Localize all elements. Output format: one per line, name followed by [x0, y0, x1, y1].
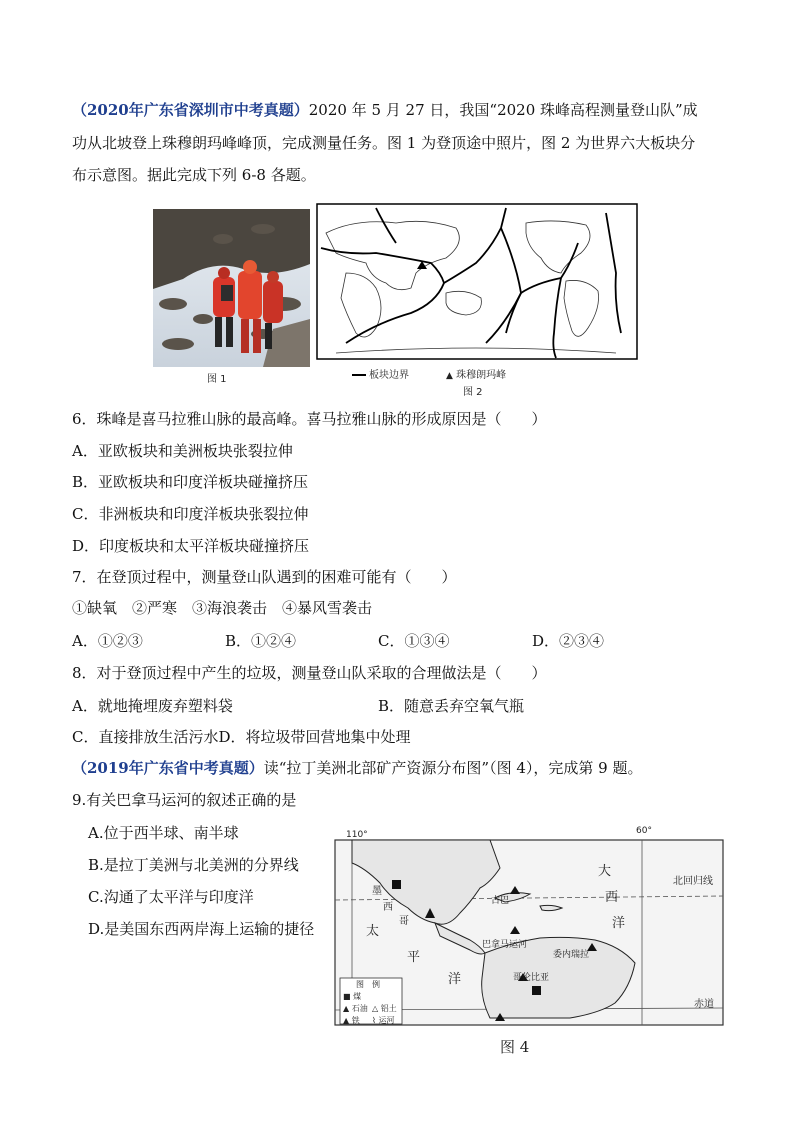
- legend-peak-icon: ▲: [446, 371, 453, 381]
- figure2-caption: 图 2: [463, 387, 483, 398]
- iron-icon: ▲: [343, 1016, 350, 1025]
- fig4-atlantic-3: 洋: [612, 916, 626, 931]
- fig4-colombia-label: 哥伦比亚: [513, 973, 550, 983]
- q9-option-a: A.位于西半球、南半球: [88, 824, 239, 842]
- q6-option-d: D．印度板块和太平洋板块碰撞挤压: [72, 537, 310, 555]
- q7-option-c: C．①③④: [378, 632, 450, 650]
- oil-icon: ▲: [343, 1004, 350, 1013]
- intro1-line2: 功从北坡登上珠穆朗玛峰峰顶，完成测量任务。图 1 为登顶途中照片，图 2 为世界六大板块分: [72, 134, 696, 152]
- legend-coal-label: 煤: [353, 992, 362, 1001]
- fig4-atlantic-2: 西: [605, 890, 619, 905]
- figure2-legend-peak: [446, 366, 506, 381]
- fig4-lon-left: 110°: [346, 830, 368, 840]
- coal-icon: ■: [343, 992, 351, 1001]
- fig4-legend-bauxite: [372, 1003, 397, 1014]
- q7-stem: 7．在登顶过程中，测量登山队遇到的困难可能有（ ）: [72, 568, 457, 586]
- q6-stem: 6．珠峰是喜马拉雅山脉的最高峰。喜马拉雅山脉的形成原因是（ ）: [72, 410, 547, 428]
- legend-boundary-label: 板块边界: [369, 370, 409, 381]
- intro1-source: （2020年广东省深圳市中考真题）: [72, 101, 309, 119]
- fig4-panama-label: 巴拿马运河: [482, 940, 528, 950]
- q9-option-d: D.是美国东西两岸海上运输的捷径: [88, 920, 315, 938]
- q8-stem: 8．对于登顶过程中产生的垃圾，测量登山队采取的合理做法是（ ）: [72, 664, 547, 682]
- q7-option-b: B．①②④: [225, 632, 297, 650]
- intro2-source: （2019年广东省中考真题）: [72, 759, 264, 777]
- fig4-atlantic-1: 大: [598, 864, 612, 879]
- q8-option-b: B．随意丢弃空氧气瓶: [378, 697, 525, 715]
- figure1-caption: 图 1: [207, 374, 227, 385]
- fig4-legend-oil: [343, 1003, 368, 1014]
- fig4-pacific-3: 洋: [448, 972, 462, 987]
- fig4-pacific-2: 平: [407, 950, 421, 965]
- q7-items: ①缺氧 ②严寒 ③海浪袭击 ④暴风雪袭击: [72, 599, 373, 617]
- q6-option-c: C．非洲板块和印度洋板块张裂拉伸: [72, 505, 309, 523]
- q8-option-cd: C．直接排放生活污水D．将垃圾带回营地集中处理: [72, 728, 411, 746]
- legend-iron-label: 铁: [351, 1016, 360, 1025]
- q9-stem: 9.有关巴拿马运河的叙述正确的是: [72, 791, 297, 809]
- fig4-lon-right: 60°: [636, 826, 652, 836]
- q7-option-d: D．②③④: [532, 632, 605, 650]
- bauxite-icon: △: [372, 1004, 379, 1013]
- fig4-pacific-1: 太: [366, 924, 380, 939]
- figure4-caption: 图 4: [500, 1038, 530, 1056]
- intro2: [72, 758, 642, 778]
- q6-option-a: A．亚欧板块和美洲板块张裂拉伸: [72, 442, 293, 460]
- intro1-text1: 2020 年 5 月 27 日，我国“2020 珠峰高程测量登山队”成: [308, 101, 698, 119]
- fig4-mexico-1: 墨: [372, 886, 382, 897]
- intro1-line1: [72, 100, 698, 120]
- q9-option-c: C.沟通了太平洋与印度洋: [88, 888, 254, 906]
- figure2-plate-map: [316, 203, 638, 360]
- figure4-mineral-map: [330, 828, 728, 1028]
- fig4-legend-title: 图 例: [356, 980, 380, 989]
- canal-icon: ⌇: [372, 1016, 376, 1025]
- fig4-legend-coal: [343, 991, 361, 1002]
- legend-bauxite-label: 铝土: [380, 1004, 397, 1013]
- fig4-venezuela-label: 委内瑞拉: [553, 950, 590, 960]
- fig4-cuba-label: 古巴: [491, 896, 510, 906]
- figure1-photo: [153, 209, 310, 367]
- intro2-text: 读“拉丁美洲北部矿产资源分布图”（图 4），完成第 9 题。: [263, 759, 643, 777]
- figure2-legend-boundary: [352, 366, 409, 381]
- legend-canal-label: 运河: [378, 1016, 395, 1025]
- fig4-legend-canal: [372, 1015, 394, 1026]
- fig4-legend-iron: [343, 1015, 360, 1026]
- fig4-equator-label: 赤道: [694, 999, 714, 1010]
- legend-peak-label: 珠穆朗玛峰: [456, 370, 507, 381]
- q6-option-b: B．亚欧板块和印度洋板块碰撞挤压: [72, 473, 309, 491]
- fig4-mexico-3: 哥: [399, 916, 409, 927]
- fig4-mexico-2: 西: [383, 902, 393, 913]
- q9-option-b: B.是拉丁美洲与北美洲的分界线: [88, 856, 299, 874]
- intro1-line3: 布示意图。据此完成下列 6-8 各题。: [72, 166, 316, 184]
- fig4-tropic-label: 北回归线: [673, 876, 713, 887]
- legend-oil-label: 石油: [351, 1004, 368, 1013]
- q7-option-a: A．①②③: [72, 632, 143, 650]
- q8-option-a: A．就地掩埋废弃塑料袋: [72, 697, 233, 715]
